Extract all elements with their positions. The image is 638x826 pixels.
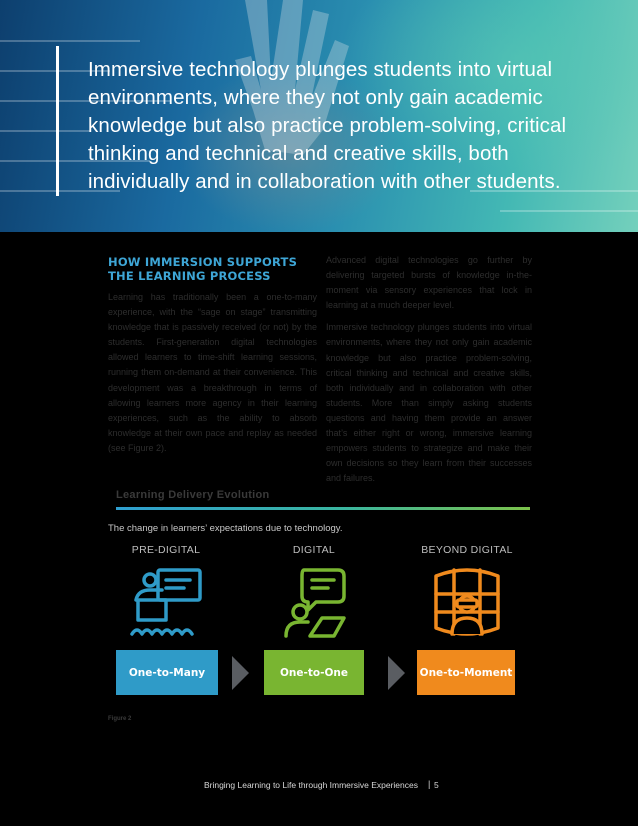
presenter-lecture-icon [128, 566, 204, 640]
vr-headset-globe-icon [430, 566, 504, 640]
person-chat-laptop-icon [282, 566, 352, 640]
hero-banner [0, 0, 638, 232]
right-paragraph-1: Advanced digital technologies go further by delivering targeted bursts of knowledge in-the-moment via sensory experiences that lock in learning at a much deeper level. [326, 255, 532, 311]
stage-label-beyond-digital: BEYOND DIGITAL [421, 544, 513, 556]
arrow-icon [232, 656, 249, 690]
figure-rule [116, 507, 530, 510]
hero-quote: Immersive technology plunges students into virtual environments, where they not only gain academic knowledge but also practice problem-solving, critical thinking and technical and creative skills, both individually and in collaboration with other students. [88, 58, 567, 193]
footer-title: Bringing Learning to Life through Immersive Experiences [203, 780, 418, 790]
stage-label-digital: DIGITAL [292, 544, 336, 556]
figure-subtitle: The change in learners’ expectations due to technology. [108, 523, 343, 534]
box-one-to-moment: One-to-Moment [417, 650, 515, 695]
right-paragraph-2: Immersive technology plunges students into virtual environments, where they not only gain academic knowledge but also practice problem-solving, critical thinking and technical and creative skills, both individually and in collaboration with other students. More than simply asking students questions and having them provide an answer that’s either right or wrong, immersive learning empowers students to strategize and make their own decisions so they learn from their successes and failures. [326, 322, 532, 484]
right-column [326, 253, 532, 493]
arrow-icon [388, 656, 405, 690]
quote-bar [56, 46, 59, 196]
figure-tag: Figure 2 [108, 716, 132, 722]
section-heading: HOW IMMERSION SUPPORTS THE LEARNING PROCESS [108, 255, 298, 283]
stage-label-pre-digital: PRE-DIGITAL [131, 544, 201, 556]
left-paragraph: Learning has traditionally been a one-to-many experience, with the “sage on stage” transmitting knowledge that is passively received (or not) by the students. First-generation digital technologies allowed learners to time-shift learning sessions, running them on-demand at their convenience. This development was a breakthrough in terms of allowing learners more agency in their learning experiences, such as the ability to absorb knowledge at their own pace and replay as needed (see Figure 2). [108, 292, 317, 453]
left-column [108, 290, 317, 463]
box-one-to-one: One-to-One [264, 650, 364, 695]
figure-title: Learning Delivery Evolution [116, 489, 270, 501]
page-number: 5 [434, 780, 439, 790]
footer-separator: | [428, 779, 431, 789]
box-one-to-many: One-to-Many [116, 650, 218, 695]
